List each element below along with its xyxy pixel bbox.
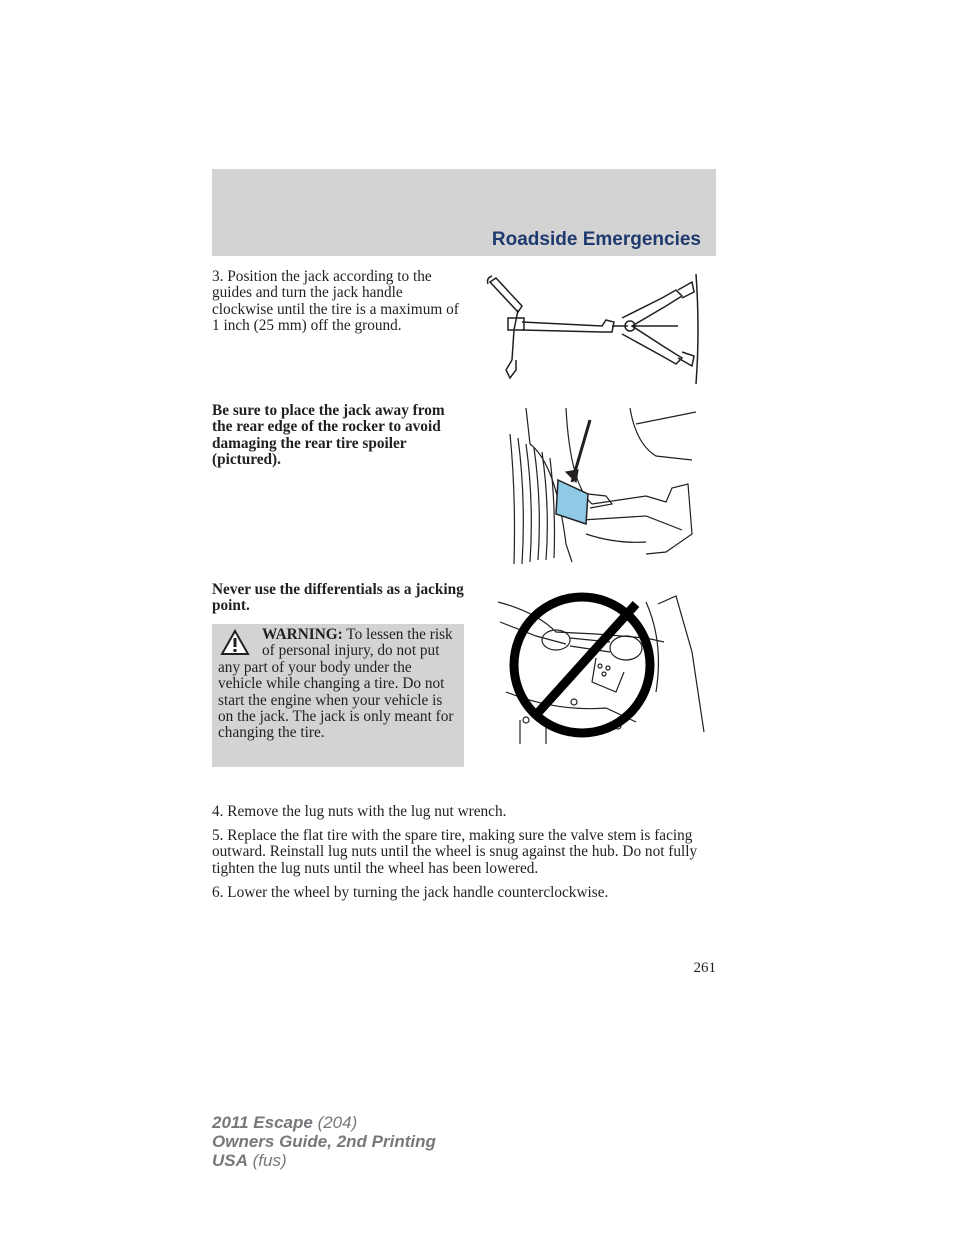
footer-line-1: 2011 Escape (204) [212,1113,358,1132]
differential-note: Never use the differentials as a jacking point. [212,581,464,615]
step-5-text: 5. Replace the flat tire with the spare tire, making sure the valve stem is facing outward. Reinstall lug nuts until the wheel is snug against the hub. Do not fully tighten the lug nuts until the wheel has been lowered. [212,827,698,877]
warning-label: WARNING: [262,626,343,643]
footer [212,1113,436,1170]
jack-placement-note: Be sure to place the jack away from the rear edge of the rocker to avoid damaging the rear tire spoiler (pictured). [212,402,445,469]
step-4-text: 4. Remove the lug nuts with the lug nut wrench. [212,803,507,820]
warning-box [212,624,464,767]
section-title: Roadside Emergencies [491,229,701,250]
rocker-spoiler-illustration [496,404,700,566]
warning-triangle-icon [220,629,250,657]
step-3-text: 3. Position the jack according to the guides and turn the jack handle clockwise until the tire is a maximum of 1 inch (25 mm) off the ground. [212,268,459,335]
warning-text: To lessen the risk of personal injury, do not put any part of your body under the vehicle while changing a tire. Do not start the engine when your vehicle is on the jack. The jack is only meant for changing the tire. [218,626,454,742]
footer-line-2: Owners Guide, 2nd Printing [212,1132,436,1151]
footer-line-3: USA (fus) [212,1151,287,1170]
no-differential-jacking-illustration [496,582,708,746]
header-band [212,169,716,256]
step-6-text: 6. Lower the wheel by turning the jack handle counterclockwise. [212,884,609,901]
page-number: 261 [693,960,716,976]
jack-illustration [482,270,704,388]
